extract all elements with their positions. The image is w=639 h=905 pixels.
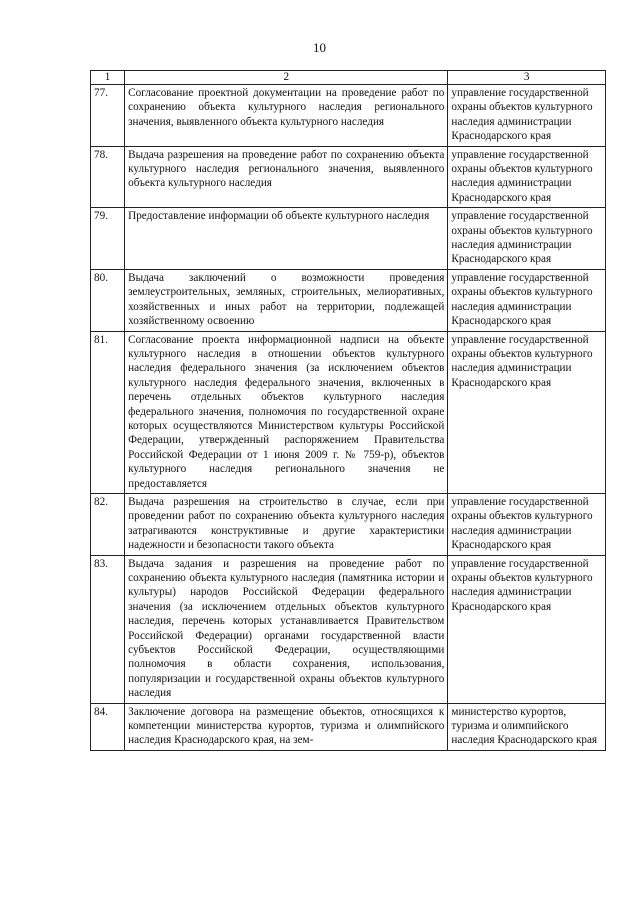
row-authority: управление государственной охраны объектов культурного наследия администрации Краснодарского края [448, 85, 606, 147]
table-row [91, 703, 606, 750]
row-number: 83. [91, 555, 125, 703]
row-authority: управление государственной охраны объектов культурного наследия администрации Краснодарского края [448, 269, 606, 331]
row-description: Выдача разрешения на строительство в случае, если при проведении работ по сохранению объекта культурного наследия затрагиваются конструктивные и другие характеристики надежности и безопасности такого объекта [125, 493, 448, 555]
row-authority: управление государственной охраны объектов культурного наследия администрации Краснодарского края [448, 146, 606, 208]
row-number: 81. [91, 331, 125, 493]
header-col-2: 2 [125, 71, 448, 85]
row-authority: управление государственной охраны объектов культурного наследия администрации Краснодарского края [448, 208, 606, 270]
row-authority: управление государственной охраны объектов культурного наследия администрации Краснодарского края [448, 493, 606, 555]
page-number: 10 [313, 40, 326, 55]
table-header-row [91, 71, 606, 85]
table-row [91, 85, 606, 147]
row-number: 82. [91, 493, 125, 555]
table-row [91, 555, 606, 703]
row-authority: министерство курортов, туризма и олимпийского наследия Краснодарского края [448, 703, 606, 750]
row-description: Выдача задания и разрешения на проведение работ по сохранению объекта культурного наследия (памятника истории и культуры) народов Российской Федерации федерального значения (за исключением отдельных объектов культурного наследия, перечень которых устанавливается Правительством Российской Федерации) органами государственной власти субъектов Российской Федерации, осуществляющими полномочия в области сохранения, использования, популяризации и государственной охраны объектов культурного наследия [125, 555, 448, 703]
row-description: Предоставление информации об объекте культурного наследия [125, 208, 448, 270]
table-row [91, 208, 606, 270]
row-description: Выдача разрешения на проведение работ по сохранению объекта культурного наследия регионального значения, выявленного объекта культурного наследия [125, 146, 448, 208]
row-number: 78. [91, 146, 125, 208]
services-table [90, 70, 606, 751]
row-description: Заключение договора на размещение объектов, относящихся к компетенции министерства курортов, туризма и олимпийского наследия Краснодарского края, на зем- [125, 703, 448, 750]
row-number: 79. [91, 208, 125, 270]
row-authority: управление государственной охраны объектов культурного наследия администрации Краснодарского края [448, 331, 606, 493]
table-row [91, 146, 606, 208]
row-description: Согласование проекта информационной надписи на объекте культурного наследия в отношении объектов культурного наследия федерального значения (за исключением объектов культурного наследия федерального значения, включенных в перечень отдельных объектов культурного наследия федерального значения, полномочия по государственной охране которых осуществляются Министерством культуры Российской Федерации, утвержденный распоряжением Правительства Российской Федерации от 1 июня 2009 г. № 759-р), объектов культурного наследия регионального значения не предоставляется [125, 331, 448, 493]
row-description: Согласование проектной документации на проведение работ по сохранению объекта культурного наследия регионального значения, выявленного объекта культурного наследия [125, 85, 448, 147]
row-number: 77. [91, 85, 125, 147]
row-number: 84. [91, 703, 125, 750]
row-authority: управление государственной охраны объектов культурного наследия администрации Краснодарского края [448, 555, 606, 703]
table-row [91, 269, 606, 331]
row-number: 80. [91, 269, 125, 331]
table-row [91, 331, 606, 493]
header-col-1: 1 [91, 71, 125, 85]
table-row [91, 493, 606, 555]
header-col-3: 3 [448, 71, 606, 85]
row-description: Выдача заключений о возможности проведения землеустроительных, земляных, строительных, мелиоративных, хозяйственных и иных работ на территории, подлежащей хозяйственному освоению [125, 269, 448, 331]
